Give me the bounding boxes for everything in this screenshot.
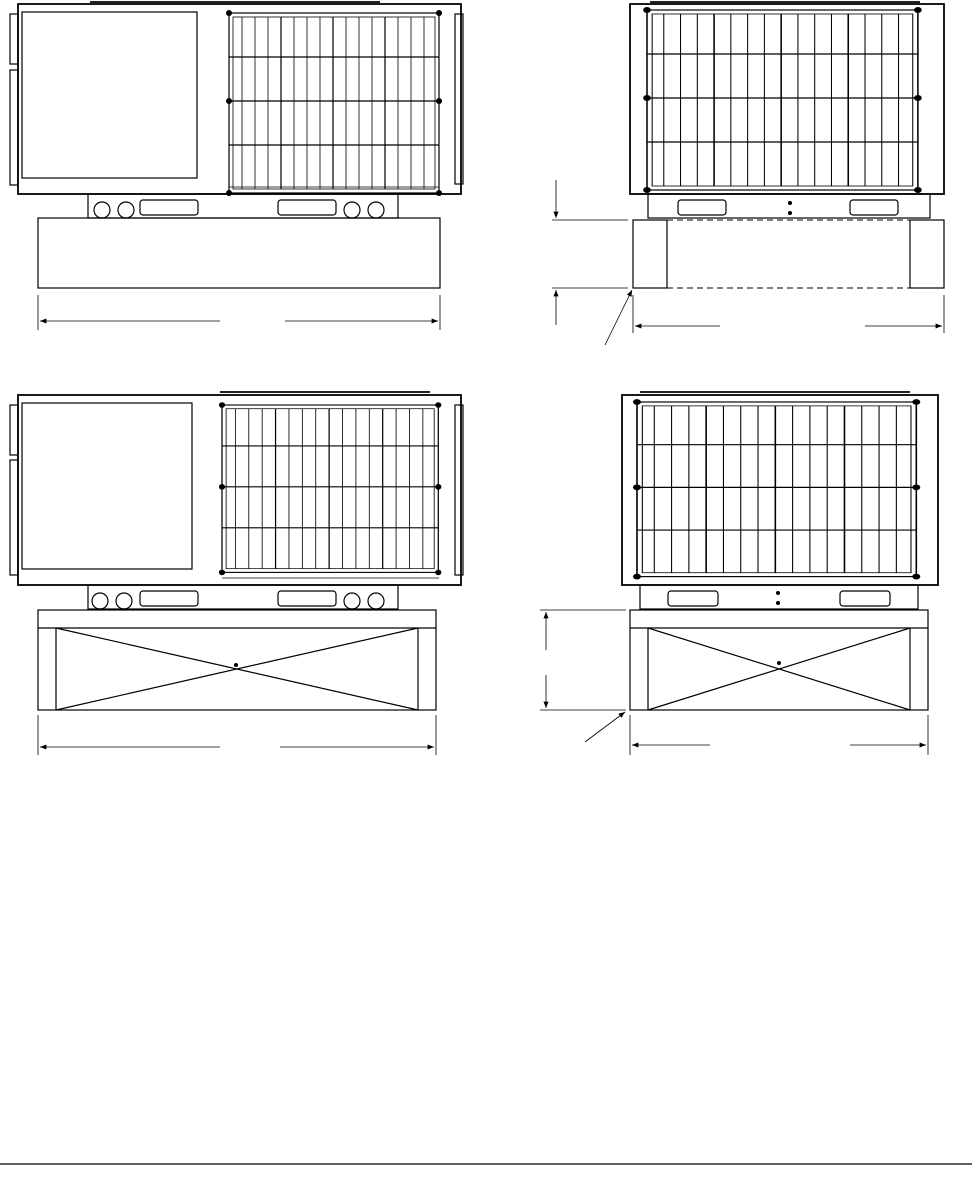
condenser-coil	[643, 7, 922, 193]
leader-line	[585, 712, 625, 742]
equipment-rail	[38, 610, 436, 710]
condenser-coil	[219, 402, 441, 575]
height-dimension	[540, 610, 626, 710]
unit-cabinet	[10, 2, 463, 194]
height-dimension	[552, 180, 628, 325]
base-rail	[88, 194, 398, 218]
unit-cabinet	[622, 392, 938, 585]
condenser-coil	[226, 10, 442, 196]
rail-side-view	[10, 392, 463, 755]
roof-curb	[633, 220, 944, 288]
leader-line	[605, 290, 632, 345]
unit-cabinet	[10, 392, 463, 585]
width-dimension	[633, 295, 944, 333]
curb-end-view	[552, 2, 944, 345]
base-rail	[88, 585, 398, 609]
width-dimension	[630, 715, 928, 755]
length-dimension	[38, 715, 436, 755]
condenser-coil	[633, 399, 920, 579]
length-dimension	[38, 295, 440, 330]
rail-end-view	[540, 392, 938, 755]
equipment-rail	[630, 610, 928, 710]
roof-curb	[38, 218, 440, 288]
base-rail	[640, 585, 918, 609]
base-rail	[648, 194, 930, 218]
access-panel	[22, 12, 197, 178]
access-panel	[22, 403, 192, 569]
curb-side-view	[10, 2, 463, 330]
